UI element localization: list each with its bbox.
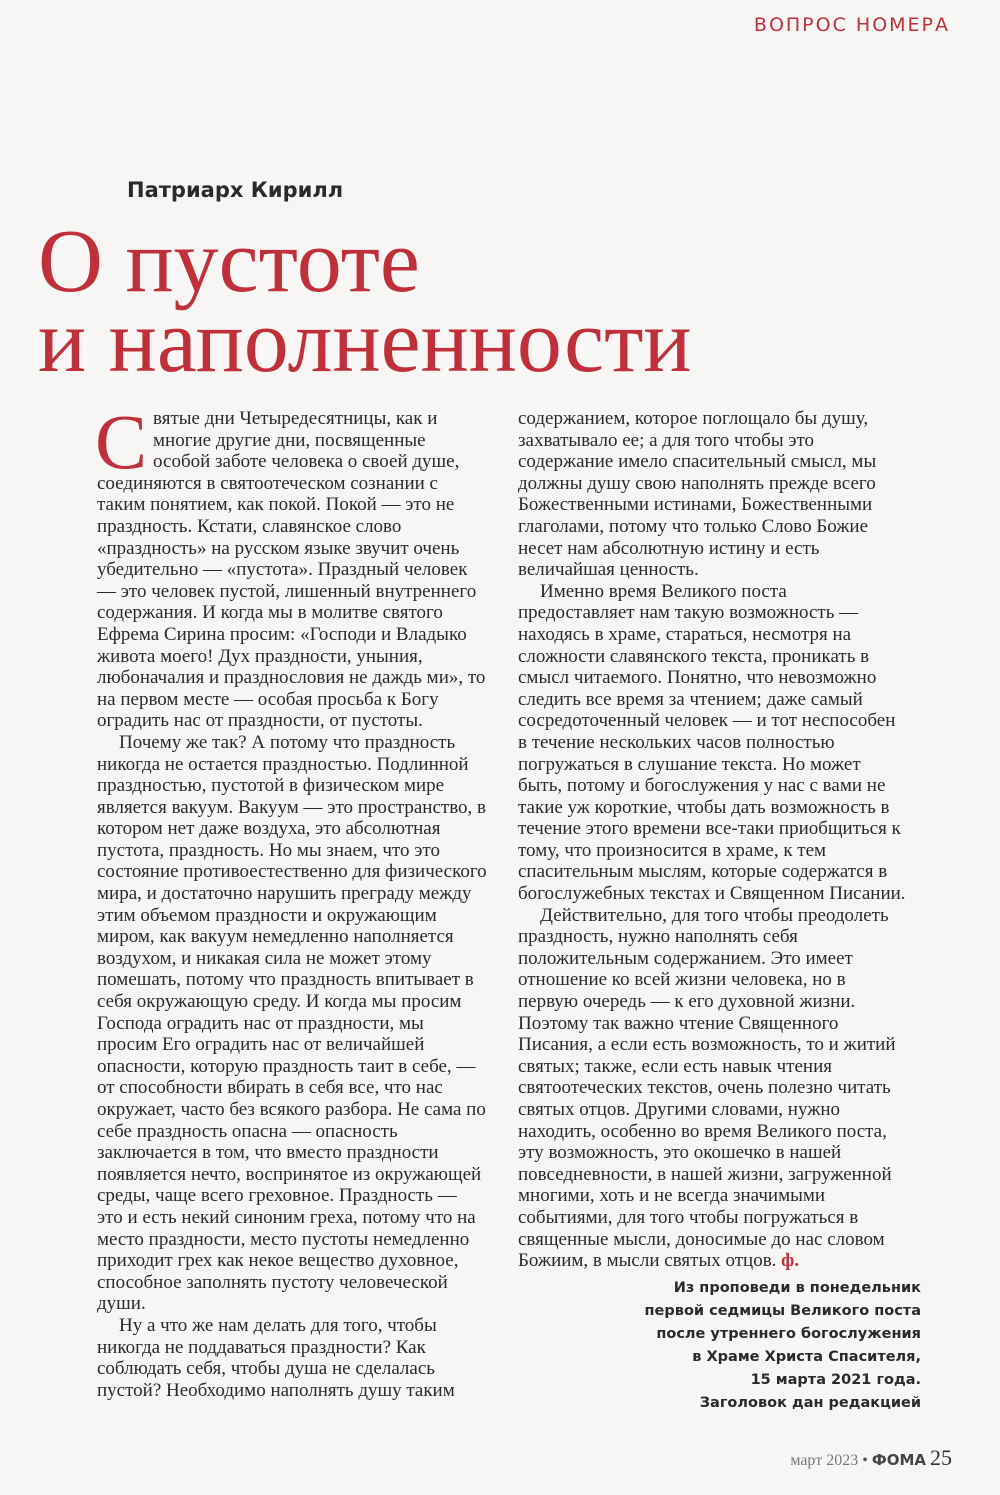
- source-line: Заголовок дан редакцией: [699, 1395, 921, 1411]
- paragraph: [95, 398, 487, 732]
- source-line: Из проповеди в понедельник: [673, 1280, 921, 1296]
- page-number: 25: [930, 1445, 952, 1470]
- author-name: Патриарх Кирилл: [127, 178, 344, 202]
- source-note: [621, 1277, 921, 1415]
- magazine-name: ФОМА: [871, 1451, 926, 1469]
- paragraph: содержанием, которое поглощало бы душу, захватывало ее; а для того чтобы это содержание имело спасительный смысл, мы должны душу свою наполнять прежде всего Божественными истинами, Божественными глаголами, потому что только Слово Божие несет нам абсолютную истину и есть величайшая ценность.: [518, 408, 877, 581]
- issue-month: март 2023: [790, 1452, 859, 1469]
- paragraph: Почему же так? А потому что праздность никогда не остается праздностью. Подлинной праздностью, пустотой в физическом мире является вакуум. Вакуум — это пространство, в котором нет даже воздуха, это абсолютная пустота, праздность. Но мы знаем, что это состояние противоестественно для физического мира, и достаточно нарушить преграду между этим объемом праздности и окружающим миром, как вакуум немедленно наполняется воздухом, и никакая сила не может этому помешать, потому что праздность впитывает в себя окружающую среду. И когда мы просим Господа оградить нас от праздности, мы просим Его оградить нас от величайшей опасности, которую праздность таит в себе, — от способности вбирать в себя все, что нас окружает, часто без всякого разбора. Не сама по себе праздность опасна — опасность заключается в том, что вместо праздности появляется нечто, воспринятое из окружающей среды, чаще всего греховное. Праздность — это и есть некий синоним греха, потому что на место праздности, место пустоты немедленно приходит грех как некое вещество духовное, способное заполнять пустоту человеческой души.: [97, 731, 487, 1315]
- source-line: после утреннего богослужения: [656, 1326, 921, 1342]
- page-footer: [790, 1445, 952, 1471]
- source-line: в Храме Христа Спасителя,: [692, 1349, 921, 1365]
- title-line-2: и наполненности: [38, 292, 692, 391]
- section-label: ВОПРОС НОМЕРА: [753, 14, 950, 36]
- drop-cap: С: [95, 398, 148, 485]
- paragraph: Ну а что же нам делать для того, чтобы никогда не поддаваться праздности? Как соблюдать себя, чтобы душа не сделалась пустой? Необходимо наполнять душу таким: [97, 1314, 455, 1401]
- source-line: 15 марта 2021 года.: [750, 1372, 921, 1388]
- article-column-right: [518, 408, 908, 1272]
- article-title: [38, 212, 938, 391]
- title-line-1: О пустоте: [38, 212, 420, 311]
- source-line: первой седмицы Великого поста: [644, 1303, 921, 1319]
- article-column-left: [95, 398, 487, 1401]
- paragraph-text: Действительно, для того чтобы преодолеть праздность, нужно наполнять себя положительным содержанием. Это имеет отношение ко всей жизни человека, но в первую очередь — к его духовной жизни. Поэтому так важно чтение Священного Писания, а если есть возможность, то и житий святых; также, если есть навык чтения святоотеческих текстов, очень полезно читать святых отцов. Другими словами, нужно находить, особенно во время Великого поста, эту возможность, это окошечко в нашей повседневности, в нашей жизни, загруженной многими, хоть и не всегда значимыми событиями, для того чтобы погружаться в священные мысли, доносимые до нас словом Божиим, в мысли святых отцов.: [518, 904, 896, 1272]
- end-mark-icon: ф.: [781, 1250, 800, 1272]
- paragraph: [518, 905, 908, 1272]
- paragraph-text: вятые дни Четыредесятницы, как и многие другие дни, посвященные особой заботе человека о своей душе, соединяются в святоотеческом сознании с таким понятием, как покой. Покой — это не праздность. Кстати, славянское слово «праздность» на русском языке звучит очень убедительно — «пустота». Праздный человек — это человек пустой, лишенный внутреннего содержания. И когда мы в молитве святого Ефрема Сирина просим: «Господи и Владыко живота моего! Дух праздности, уныния, любоначалия и празднословия не даждь ми», то на первом месте — особая просьба к Богу оградить нас от праздности, от пустоты.: [97, 408, 486, 732]
- paragraph: Именно время Великого поста предоставляет нам такую возможность — находясь в храме, стараться, несмотря на сложности славянского текста, проникать в смысл читаемого. Понятно, что невозможно следить все время за чтением; даже самый сосредоточенный человек — и тот неспособен в течение нескольких часов полностью погружаться в слушание текста. Но может быть, потому и богослужения у нас с вами не такие уж короткие, чтобы дать возможность в течение этого времени все-таки приобщиться к тому, что произносится в храме, к тем спасительным мыслям, которые содержатся в богослужебных текстах и Священном Писании.: [518, 580, 906, 905]
- footer-separator: •: [862, 1452, 868, 1469]
